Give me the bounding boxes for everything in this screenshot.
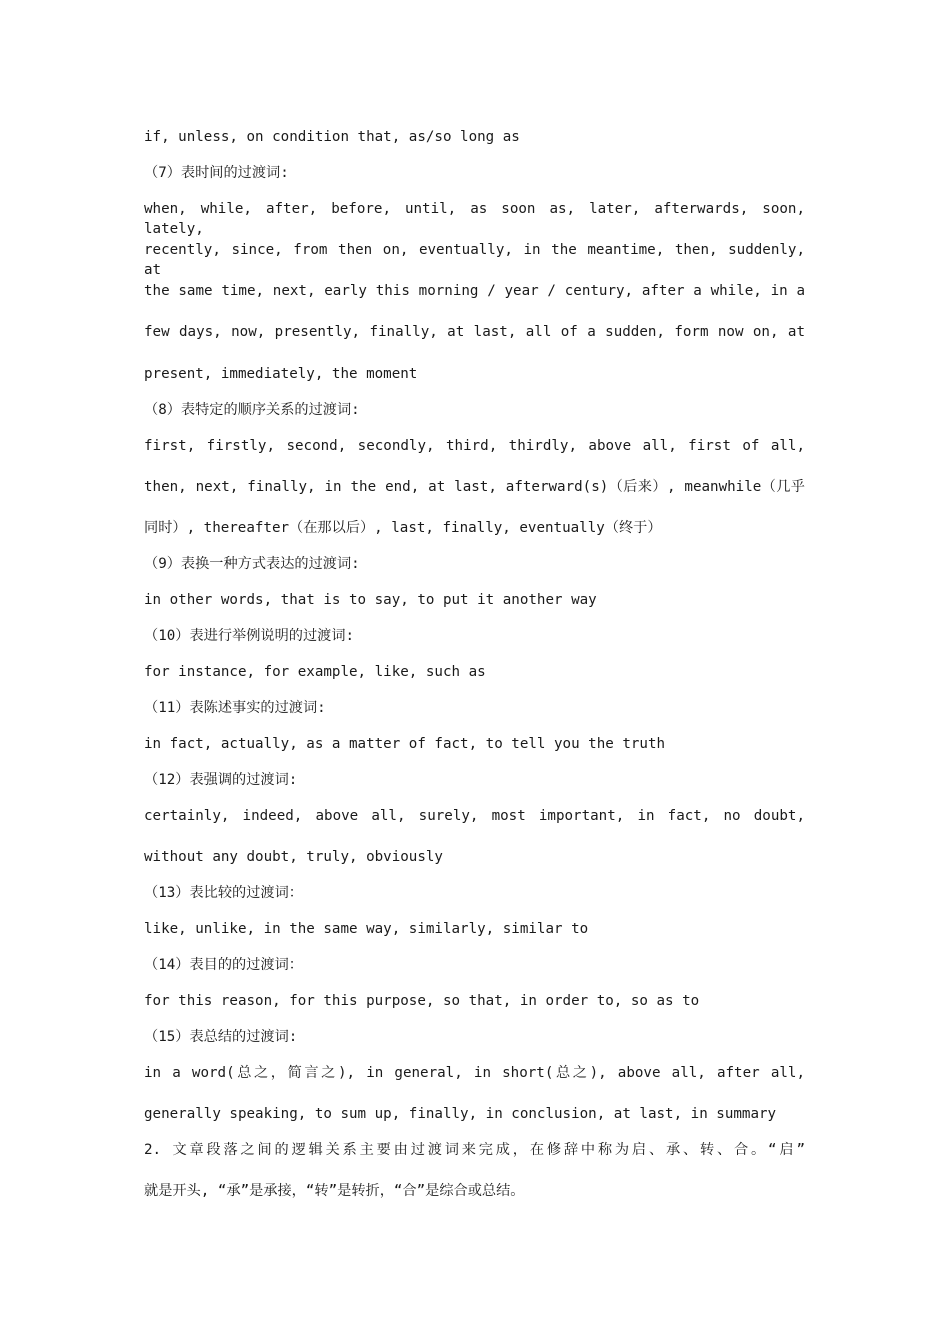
text-line-comparison: like, unlike, in the same way, similarly, similar to bbox=[144, 921, 589, 937]
text-line-conditions: if, unless, on condition that, as/so long as bbox=[144, 129, 520, 145]
heading-comparison-transitions: （13）表比较的过渡词： bbox=[144, 885, 303, 901]
heading-sequence-transitions: （8）表特定的顺序关系的过渡词: bbox=[144, 402, 360, 418]
text-line-fact: in fact, actually, as a matter of fact, to tell you the truth bbox=[144, 736, 666, 752]
heading-rephrase-transitions: （9）表换一种方式表达的过渡词: bbox=[144, 556, 360, 572]
text-line-sequence-1: first, firstly, second, secondly, third, thirdly, above all, first of all, bbox=[144, 438, 805, 454]
text-line-paragraph-logic-1: 2. 文章段落之间的逻辑关系主要由过渡词来完成，在修辞中称为启、承、转、合。“启” bbox=[144, 1142, 805, 1158]
text-line-time-2: recently, since, from then on, eventually, in the meantime, then, suddenly, at bbox=[144, 242, 805, 278]
text-line-purpose: for this reason, for this purpose, so that, in order to, so as to bbox=[144, 993, 700, 1009]
heading-example-transitions: （10）表进行举例说明的过渡词: bbox=[144, 628, 355, 644]
text-line-rephrase: in other words, that is to say, to put it another way bbox=[144, 592, 597, 608]
text-line-summary-2: generally speaking, to sum up, finally, in conclusion, at last, in summary bbox=[144, 1106, 777, 1122]
text-line-time-4: few days, now, presently, finally, at last, all of a sudden, form now on, at bbox=[144, 324, 805, 340]
text-line-example: for instance, for example, like, such as bbox=[144, 664, 486, 680]
text-line-emphasis-1: certainly, indeed, above all, surely, most important, in fact, no doubt, bbox=[144, 808, 805, 824]
text-line-time-3: the same time, next, early this morning / year / century, after a while, in a bbox=[144, 283, 805, 299]
heading-emphasis-transitions: （12）表强调的过渡词: bbox=[144, 772, 298, 788]
heading-purpose-transitions: （14）表目的的过渡词： bbox=[144, 957, 303, 973]
heading-time-transitions: （7）表时间的过渡词: bbox=[144, 165, 289, 181]
text-line-time-1: when, while, after, before, until, as soon as, later, afterwards, soon, lately, bbox=[144, 201, 805, 237]
heading-summary-transitions: （15）表总结的过渡词: bbox=[144, 1029, 298, 1045]
text-line-paragraph-logic-2: 就是开头, “承”是承接，“转”是转折，“合”是综合或总结。 bbox=[144, 1183, 525, 1199]
text-line-sequence-3: 同时）, thereafter（在那以后）, last, finally, eventually（终于） bbox=[144, 520, 662, 536]
text-line-summary-1: in a word(总之，简言之), in general, in short(总之), above all, after all, bbox=[144, 1065, 805, 1081]
heading-fact-transitions: （11）表陈述事实的过渡词: bbox=[144, 700, 326, 716]
text-line-emphasis-2: without any doubt, truly, obviously bbox=[144, 849, 443, 865]
text-line-sequence-2: then, next, finally, in the end, at last, afterward(s)（后来）, meanwhile（几乎 bbox=[144, 479, 805, 495]
text-line-time-5: present, immediately, the moment bbox=[144, 366, 418, 382]
